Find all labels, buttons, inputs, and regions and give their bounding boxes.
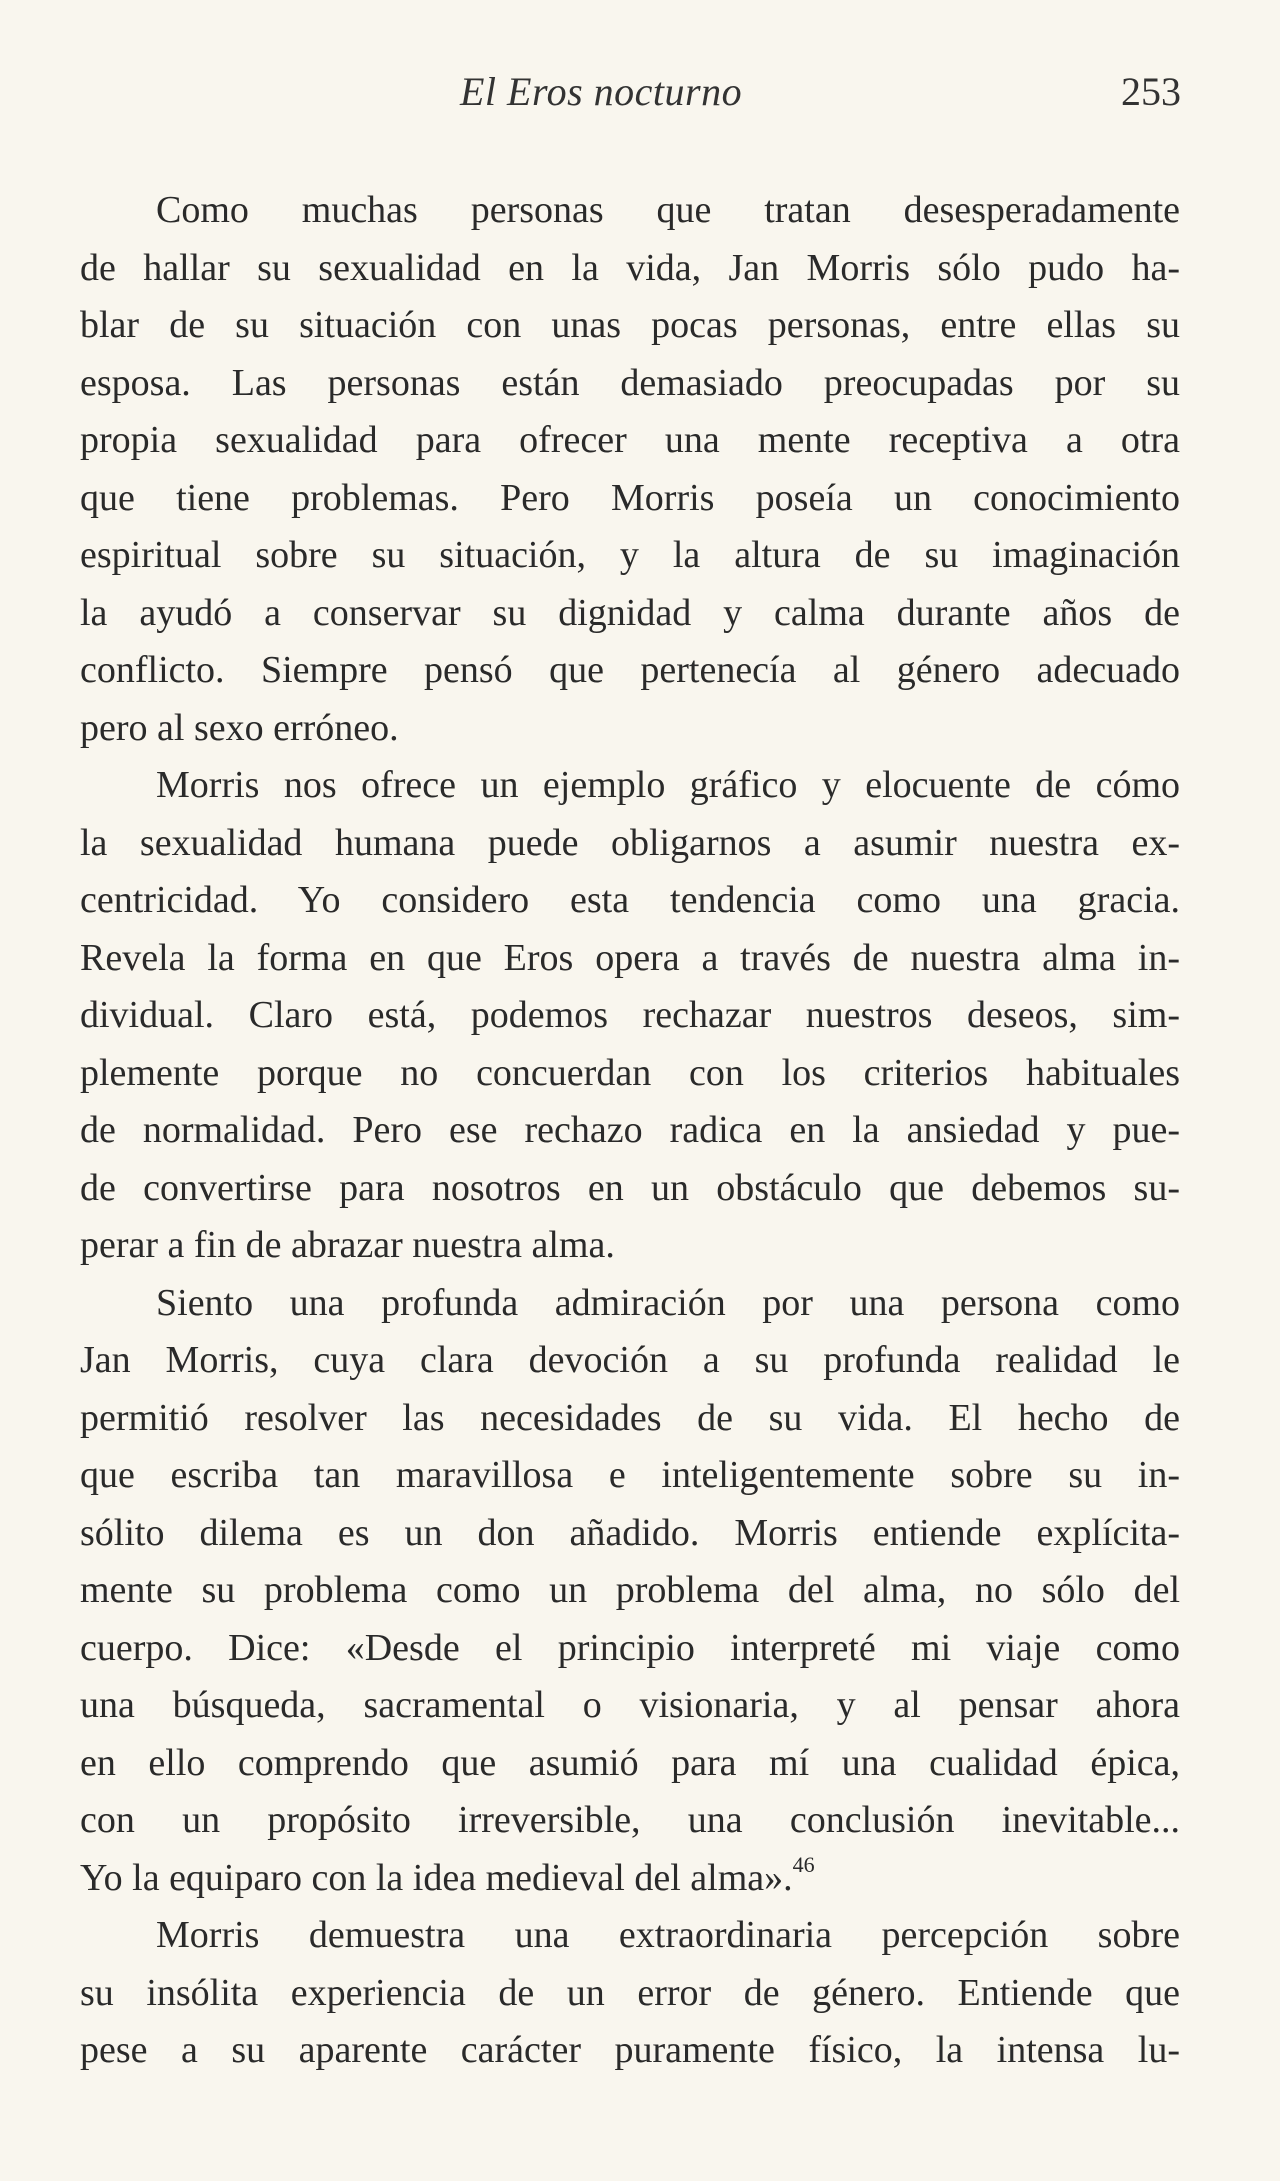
text-line: la ayudó a conservar su dignidad y calma durante años de	[80, 591, 1180, 634]
paragraph-3	[80, 1275, 1180, 1908]
text-line: Morris demuestra una extraordinaria percepción sobre	[156, 1914, 1180, 1956]
text-line: esposa. Las personas están demasiado preocupadas por su	[80, 361, 1180, 404]
text-line: una búsqueda, sacramental o visionaria, y al pensar ahora	[80, 1684, 1180, 1726]
text-line-content: Yo la equiparo con la idea medieval del alma».	[80, 1856, 793, 1899]
page-number: 253	[1121, 69, 1181, 114]
text-line: Revela la forma en que Eros opera a través de nuestra alma in-	[80, 936, 1180, 979]
paragraph-1	[80, 182, 1180, 757]
text-line: la sexualidad humana puede obligarnos a asumir nuestra ex-	[80, 821, 1180, 864]
running-title: El Eros nocturno	[460, 69, 743, 114]
footnote-ref[interactable]: 46	[792, 1851, 815, 1877]
text-line: sólito dilema es un don añadido. Morris entiende explícita-	[80, 1511, 1180, 1554]
text-line: blar de su situación con unas pocas personas, entre ellas su	[80, 304, 1180, 346]
text-line: Siento una profunda admiración por una persona como	[156, 1281, 1180, 1324]
text-line: en ello comprendo que asumió para mí una cualidad épica,	[80, 1741, 1180, 1784]
text-line: Como muchas personas que tratan desesperadamente	[156, 189, 1180, 231]
text-line: espiritual sobre su situación, y la altura de su imaginación	[80, 534, 1180, 576]
text-line: Jan Morris, cuya clara devoción a su profunda realidad le	[80, 1339, 1180, 1381]
text-line: pero al sexo erróneo.	[80, 706, 399, 749]
text-line-with-footnote	[80, 1850, 1180, 1908]
text-line: permitió resolver las necesidades de su vida. El hecho de	[80, 1396, 1180, 1439]
text-line: de hallar su sexualidad en la vida, Jan Morris sólo pudo ha-	[80, 246, 1180, 289]
text-line: que tiene problemas. Pero Morris poseía un conocimiento	[80, 476, 1180, 519]
text-line: Morris nos ofrece un ejemplo gráfico y elocuente de cómo	[156, 764, 1180, 806]
text-line: cuerpo. Dice: «Desde el principio interpreté mi viaje como	[80, 1626, 1180, 1669]
paragraph-2	[80, 757, 1180, 1275]
text-line: de convertirse para nosotros en un obstáculo que debemos su-	[80, 1166, 1180, 1209]
text-line: plemente porque no concuerdan con los criterios habituales	[80, 1051, 1180, 1094]
page-header	[80, 68, 1180, 118]
text-line: que escriba tan maravillosa e inteligentemente sobre su in-	[80, 1454, 1180, 1496]
text-line: su insólita experiencia de un error de género. Entiende que	[80, 1971, 1180, 2014]
text-line: de normalidad. Pero ese rechazo radica en la ansiedad y pue-	[80, 1109, 1180, 1151]
text-line: perar a fin de abrazar nuestra alma.	[80, 1224, 615, 1266]
text-line: pese a su aparente carácter puramente físico, la intensa lu-	[80, 2029, 1180, 2071]
paragraph-4	[80, 1907, 1180, 2080]
text-line: conflicto. Siempre pensó que pertenecía al género adecuado	[80, 649, 1180, 691]
body-text	[80, 182, 1180, 2080]
text-line: propia sexualidad para ofrecer una mente receptiva a otra	[80, 419, 1180, 461]
text-line: dividual. Claro está, podemos rechazar nuestros deseos, sim-	[80, 994, 1180, 1036]
text-line: centricidad. Yo considero esta tendencia como una gracia.	[80, 879, 1180, 921]
text-line: mente su problema como un problema del alma, no sólo del	[80, 1569, 1180, 1611]
text-line: con un propósito irreversible, una conclusión inevitable...	[80, 1799, 1180, 1841]
